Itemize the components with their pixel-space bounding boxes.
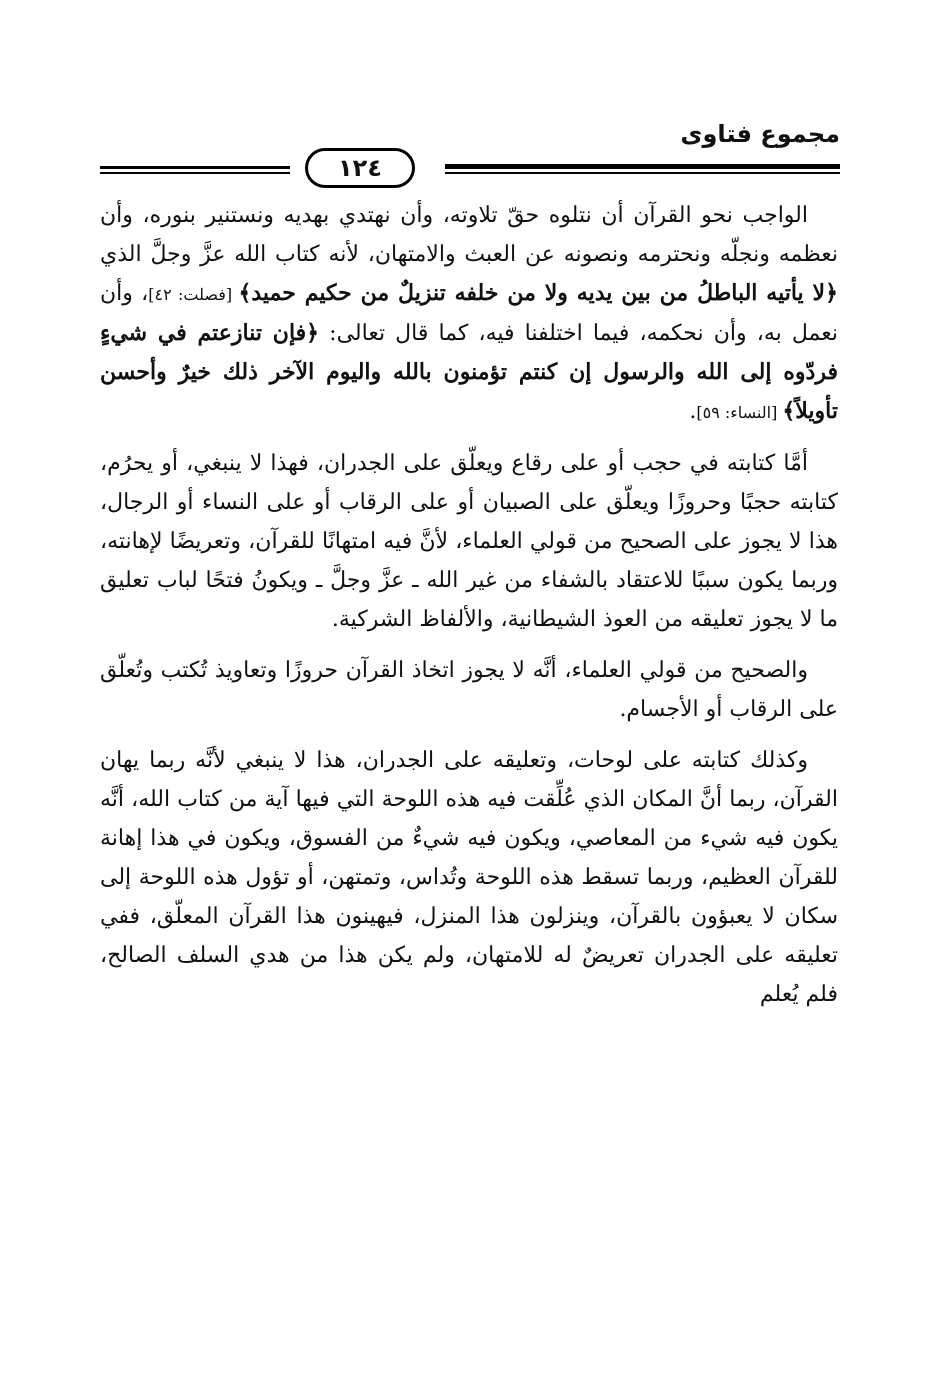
quran-verse: ﴿فإن تنازعتم في شيءٍ فردّوه إلى الله والرسول إن كنتم تؤمنون بالله واليوم الآخر ذلك خيرٌ وأحسن تأويلاً﴾ bbox=[100, 320, 838, 424]
header-rule bbox=[445, 164, 840, 169]
book-title: مجموع فتاوى bbox=[680, 120, 840, 148]
paragraph bbox=[100, 196, 838, 432]
quran-verse: ﴿لا يأتيه الباطلُ من بين يديه ولا من خلفه تنزيلٌ من حكيم حميد﴾ bbox=[238, 280, 838, 306]
verse-reference: [النساء: ٥٩] bbox=[696, 403, 783, 422]
header-rule bbox=[100, 172, 290, 174]
header-rule bbox=[445, 172, 840, 174]
paragraph: وكذلك كتابته على لوحات، وتعليقه على الجدران، هذا لا ينبغي لأنَّه ربما يهان القرآن، ربما أنَّ المكان الذي عُلِّقت فيه هذه اللوحة التي فيها آية من كتاب الله، أنَّه يكون فيه شيء من المعاصي، ويكون فيه شيءٌ من الفسوق، ويكون في هذا إهانة للقرآن العظيم، وربما تسقط هذه اللوحة وتُداس، وتمتهن، أو تؤول هذه اللوحة إلى سكان لا يعبؤون بالقرآن، وينزلون هذا المنزل، فيهينون هذا القرآن المعلّق، ففي تعليقه على الجدران تعريضٌ له للامتهان، ولم يكن هذا من هدي السلف الصالح، فلم يُعلم bbox=[100, 748, 838, 1007]
page-number: ١٢٤ bbox=[305, 148, 415, 188]
paragraph: أمَّا كتابته في حجب أو على رقاع ويعلّق على الجدران، فهذا لا ينبغي، أو يحرُم، كتابته حجبًا وحروزًا ويعلّق على الصبيان أو على الرقاب أو على النساء أو الرجال، هذا لا يجوز على الصحيح من قولي العلماء، لأنَّ فيه امتهانًا للقرآن، وتعريضًا لإهانته، وربما يكون سببًا للاعتقاد بالشفاء من غير الله ـ عزَّ وجلَّ ـ ويكونُ فتحًا لباب تعليق ما لا يجوز تعليقه من العوذ الشيطانية، والألفاظ الشركية. bbox=[100, 451, 838, 632]
header-rule bbox=[100, 166, 290, 169]
paragraph-text: . bbox=[689, 399, 697, 424]
verse-reference: [فصلت: ٤٢] bbox=[148, 285, 239, 304]
paragraph-text: الواجب نحو القرآن أن نتلوه حقّ تلاوته، وأن نهتدي بهديه ونستنير بنوره، وأن نعظمه ونجلّه ونحترمه ونصونه عن العبث والامتهان، لأنه كتاب الله عزَّ وجلَّ الذي bbox=[100, 203, 838, 267]
page-body bbox=[100, 196, 838, 1026]
paragraph: والصحيح من قولي العلماء، أنَّه لا يجوز اتخاذ القرآن حروزًا وتعاويذ تُكتب وتُعلّق على الرقاب أو الأجسام. bbox=[100, 658, 838, 722]
page-header bbox=[100, 120, 840, 190]
paragraph-text: ، وأن نعمل به، وأن نحكمه، فيما اختلفنا فيه، كما قال تعالى: bbox=[100, 281, 838, 346]
